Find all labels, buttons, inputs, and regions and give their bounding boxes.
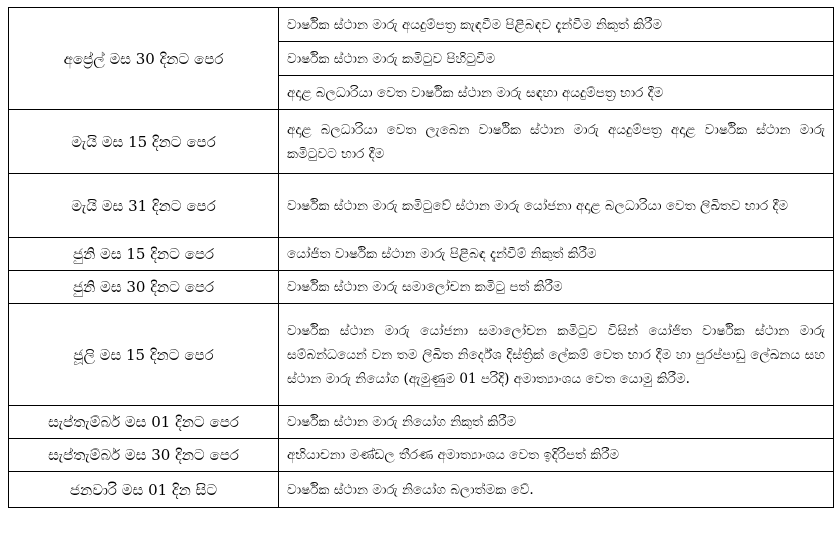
table-row <box>9 472 834 508</box>
table-row <box>9 304 834 406</box>
task-cell: වාර්ෂික ස්ථාන මාරු සමාලෝචන කමිටු පත් කිරීම <box>279 271 834 304</box>
table-row <box>9 174 834 238</box>
table-row <box>9 439 834 472</box>
task-cell: යෝජිත වාර්ෂික ස්ථාන මාරු පිළිබඳ දැන්වීම් නිකුත් කිරීම <box>279 238 834 271</box>
table-row <box>9 406 834 439</box>
deadline-cell: ජූලි මස 15 දිනට පෙර <box>9 304 279 406</box>
table-row <box>9 110 834 174</box>
deadline-cell: ජනවාරි මස 01 දින සිට <box>9 472 279 508</box>
task-cell: අභියාචනා මණ්ඩල තීරණ අමාත්‍යාංශය වෙත ඉදිරිපත් කිරීම <box>279 439 834 472</box>
task-cell: වාර්ෂික ස්ථාන මාරු යෝජනා සමාලෝචන කමිටුව විසින් යෝජිත වාර්ෂික ස්ථාන මාරු සම්බන්ධයෙන් වන තම ලිඛිත නිර්දේශ දිස්ත්‍රික් ලේකම් වෙත භාර දීම හා පුරප්පාඩු ලේඛනය සහ ස්ථාන මාරු නියෝග (ඇමුණුම 01 පරිදි) අමාත්‍යාංශය වෙත යොමු කිරීම. <box>279 304 834 406</box>
task-cell: වාර්ෂික ස්ථාන මාරු නියෝග නිකුත් කිරීම <box>279 406 834 439</box>
table-row <box>9 271 834 304</box>
deadline-cell: ජුනි මස 30 දිනට පෙර <box>9 271 279 304</box>
task-cell: අදාළ බලධාරියා වෙත වාර්ෂික ස්ථාන මාරු සඳහා අයදුම්පත්‍ර භාර දීම <box>279 76 834 110</box>
task-cell: වාර්ෂික ස්ථාන මාරු කමිටුව පිහිටුවීම <box>279 42 834 76</box>
deadline-cell: සැප්තැම්බර් මස 30 දිනට පෙර <box>9 439 279 472</box>
task-cell: අදාළ බලධාරියා වෙත ලැබෙන වාර්ෂික ස්ථාන මාරු අයදුම්පත්‍ර අදාළ වාර්ෂික ස්ථාන මාරු කමිටුවට භාර දීම <box>279 110 834 174</box>
task-cell: වාර්ෂික ස්ථාන මාරු කමිටුවේ ස්ථාන මාරු යෝජනා අදාළ බලධාරියා වෙත ලිඛිතව භාර දීම <box>279 174 834 238</box>
table-row <box>9 238 834 271</box>
deadline-cell: මැයි මස 15 දිනට පෙර <box>9 110 279 174</box>
deadline-cell: අප්‍රේල් මස 30 දිනට පෙර <box>9 8 279 110</box>
deadline-cell: ජුනි මස 15 දිනට පෙර <box>9 238 279 271</box>
transfer-schedule-table <box>8 7 834 508</box>
deadline-cell: මැයි මස 31 දිනට පෙර <box>9 174 279 238</box>
task-cell: වාර්ෂික ස්ථාන මාරු නියෝග බලාත්මක වේ. <box>279 472 834 508</box>
task-cell: වාර්ෂික ස්ථාන මාරු අයදුම්පත්‍ර කැඳවීම පිළිබඳව දැන්වීම නිකුත් කිරීම <box>279 8 834 42</box>
table-row <box>9 8 834 42</box>
deadline-cell: සැප්තැම්බර් මස 01 දිනට පෙර <box>9 406 279 439</box>
